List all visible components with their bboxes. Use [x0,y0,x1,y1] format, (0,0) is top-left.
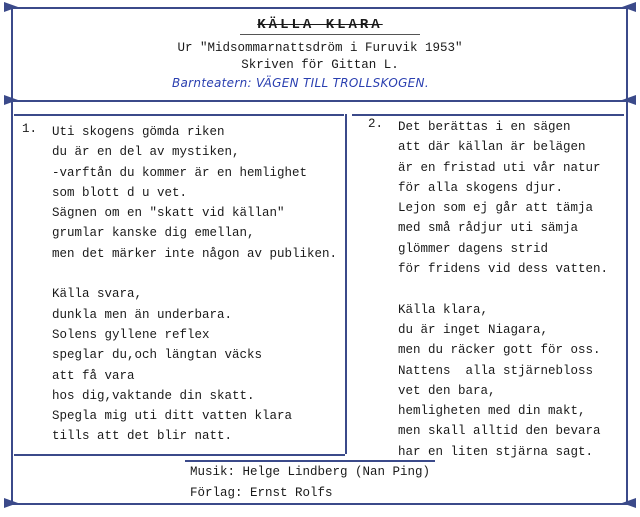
verse-line [52,264,337,284]
verse-line: tills att det blir natt. [52,429,233,444]
verse-line: men det märker inte någon av publiken. [52,246,338,261]
verse-line: är en fristad uti vår natur [398,160,601,175]
verse-line [398,279,608,299]
verse-line: Lejon som ej går att tämja [398,201,594,216]
title-underline [240,34,420,35]
verse-line: vet den bara, [398,383,496,398]
dedication-line: Skriven för Gittan L. [241,58,399,72]
verse-line: för fridens vid dess vatten. [398,262,609,277]
verse-line: Nattens alla stjärnebloss [398,363,594,378]
verse-line: för alla skogens djur. [398,180,564,195]
verse-line: har en liten stjärna sagt. [398,444,594,459]
publisher-credit: Förlag: Ernst Rolfs [190,486,333,500]
verse-line: -varftån du kommer är en hemlighet [52,165,308,180]
verse-line: Uti skogens gömda riken [52,125,225,139]
verse-line: du är en del av mystiken, [52,145,240,160]
corner-mark-bottom-right [622,498,636,508]
verse-line: med små rådjur uti sämja [398,221,579,236]
verse-line: glömmer dagens strid [398,241,549,256]
music-credit: Musik: Helge Lindberg (Nan Ping) [190,465,431,479]
corner-mark-bottom-left [4,498,18,508]
song-title: KÄLLA KLARA [257,17,383,33]
verse-line: hemligheten med din makt, [398,404,586,419]
corner-mark-mid-left [4,95,18,105]
handwritten-note: Barnteatern: VÄGEN TILL TROLLSKOGEN. [172,76,429,90]
verse-line: men du räcker gott för oss. [398,343,601,358]
verse-line: Sägnen om en "skatt vid källan" [52,206,285,221]
verse-line: Solens gyllene reflex [52,327,210,342]
verse-line: Källa svara, [52,287,143,302]
verse-line: Spegla mig uti ditt vatten klara [52,409,293,424]
verse-line: hos dig,vaktande din skatt. [52,388,255,403]
verse-line: Det berättas i en sägen [398,120,571,134]
verse-1-number: 1. [22,122,38,136]
corner-mark-top-right [622,2,636,12]
verse-line: grumlar kanske dig emellan, [52,226,255,241]
verse-line: att där källan är belägen [398,140,586,155]
corner-mark-mid-right [622,95,636,105]
verse-1 [52,122,337,447]
verse-line: du är inget Niagara, [398,322,549,337]
verse-line: som blott d u vet. [52,185,188,200]
verse-line: speglar du,och längtan väcks [52,348,263,363]
verse-line: att få vara [52,368,135,383]
verse-line: dunkla men än underbara. [52,307,233,322]
verse-line: Källa klara, [398,302,489,317]
verse-line: men skall alltid den bevara [398,424,601,439]
source-line: Ur "Midsommarnattsdröm i Furuvik 1953" [177,41,463,55]
verse-2-number: 2. [368,117,384,131]
verse-2 [398,117,608,462]
corner-mark-top-left [4,2,18,12]
